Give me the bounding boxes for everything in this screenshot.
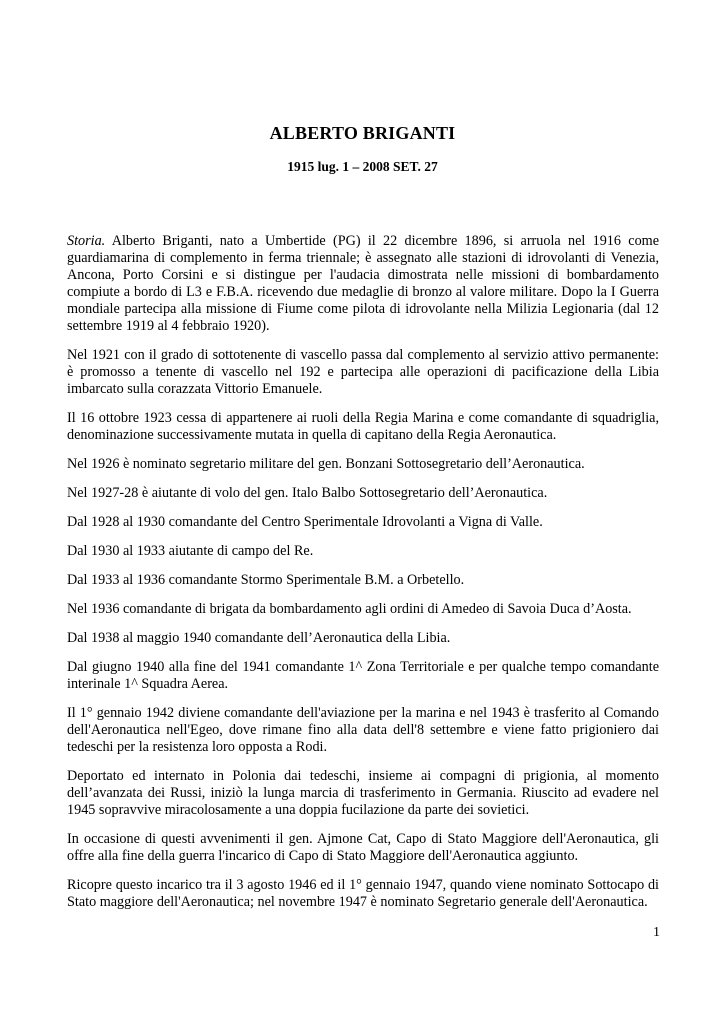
paragraph-1926: Nel 1926 è nominato segretario militare del gen. Bonzani Sottosegretario dell’Aeronautica. (67, 456, 585, 472)
page-number: 1 (653, 925, 660, 940)
paragraph-deportato: Deportato ed internato in Polonia dai tedeschi, insieme ai compagni di prigionia, al momento dell’avanzata dei Russi, iniziò la lunga marcia di trasferimento in Germania. Riuscito ad evadere nel 1945 sopravvive miracolosamente a una doppia fucilazione da parte dei sovietici. (67, 768, 659, 818)
paragraph-1921: Nel 1921 con il grado di sottotenente di vascello passa dal complemento al servizio attivo permanente: è promosso a tenente di vascello nel 192 e partecipa alle operazioni di pacificazione della Libia imbarcato sulla corazzata Vittorio Emanuele. (67, 347, 659, 397)
document-date-range: 1915 lug. 1 – 2008 SET. 27 (287, 159, 438, 174)
paragraph-1946: Ricopre questo incarico tra il 3 agosto 1946 ed il 1° gennaio 1947, quando viene nominato Sottocapo di Stato maggiore dell'Aeronautica; nel novembre 1947 è nominato Segretario generale dell'Aeronautica. (67, 877, 659, 910)
paragraph-1933: Dal 1933 al 1936 comandante Stormo Sperimentale B.M. a Orbetello. (67, 572, 465, 588)
paragraph-1936: Nel 1936 comandante di brigata da bombardamento agli ordini di Amedeo di Savoia Duca d’Aosta. (67, 601, 632, 617)
paragraph-lead-storia: Storia. (67, 233, 106, 249)
paragraph-1928: Dal 1928 al 1930 comandante del Centro Sperimentale Idrovolanti a Vigna di Valle. (67, 514, 543, 530)
paragraph-1938: Dal 1938 al maggio 1940 comandante dell’Aeronautica della Libia. (67, 630, 451, 646)
document-body (67, 233, 659, 923)
paragraph-1923: Il 16 ottobre 1923 cessa di appartenere ai ruoli della Regia Marina e come comandante di squadriglia, denominazione successivamente mutata in quella di capitano della Regia Aeronautica. (67, 410, 659, 443)
document-title: ALBERTO BRIGANTI (269, 123, 456, 143)
paragraph-1930: Dal 1930 al 1933 aiutante di campo del Re. (67, 543, 314, 559)
paragraph-text: Alberto Briganti, nato a Umbertide (PG) il 22 dicembre 1896, si arruola nel 1916 come guardiamarina di complemento in ferma triennale; è assegnato alle stazioni di idrovolanti di Venezia, Ancona, Porto Corsini e si distingue per l'audacia dimostrata nelle missioni di bombardamento compiute a bordo di L3 e F.B.A. ricevendo due medaglie di bronzo al valore militare. Dopo la I Guerra mondiale partecipa alla missione di Fiume come pilota di idrovolante nella Milizia Legionaria (dal 12 settembre 1919 al 4 febbraio 1920). (67, 233, 659, 334)
paragraph-1942: Il 1° gennaio 1942 diviene comandante dell'aviazione per la marina e nel 1943 è trasferito al Comando dell'Aeronautica nell'Egeo, dove rimane fino alla data dell'8 settembre e viene fatto prigioniero dai tedeschi per la resistenza loro opposta a Rodi. (67, 705, 659, 755)
paragraph-1927: Nel 1927-28 è aiutante di volo del gen. Italo Balbo Sottosegretario dell’Aeronautica. (67, 485, 548, 501)
paragraph-1940: Dal giugno 1940 alla fine del 1941 comandante 1^ Zona Territoriale e per qualche tempo comandante interinale 1^ Squadra Aerea. (67, 659, 659, 692)
paragraph-ajmone-cat: In occasione di questi avvenimenti il gen. Ajmone Cat, Capo di Stato Maggiore dell'Aeronautica, gli offre alla fine della guerra l'incarico di Capo di Stato Maggiore dell'Aeronautica aggiunto. (67, 831, 659, 864)
paragraph-storia (67, 233, 659, 335)
